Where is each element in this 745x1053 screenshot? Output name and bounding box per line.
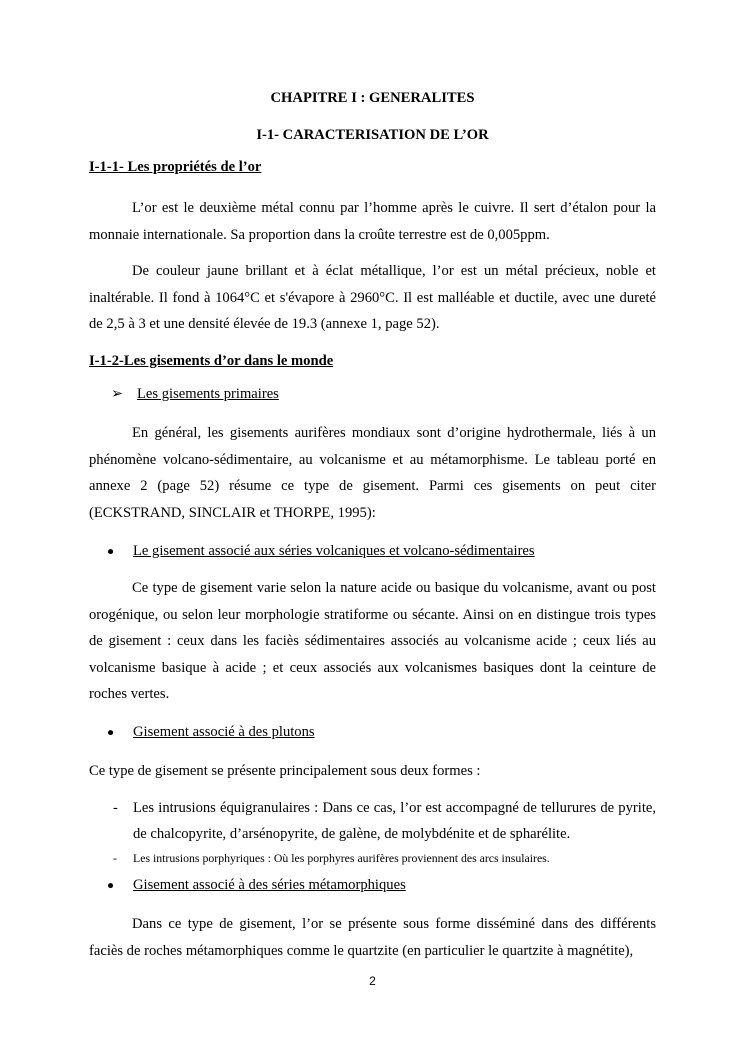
dash-item-porphyric-text: Les intrusions porphyriques : Où les porphyres aurifères proviennent des arcs insulaires. (133, 851, 550, 865)
bullet-item-metamorphic (107, 876, 406, 894)
bullet-icon: ● (107, 878, 115, 892)
bullet-icon: ● (107, 725, 115, 739)
paragraph-volcanic-deposits: Ce type de gisement varie selon la nature acide ou basique du volcanisme, avant ou post orogénique, ou selon leur morphologie stratiforme ou sécante. Ainsi on en distingue trois types de gisement : ceux dans les faciès sédimentaires associés au volcanisme acide ; ceux liés au volcanisme basique à acide ; et ceux associés aux volcanismes basiques dont la ceinture de roches vertes. (89, 580, 656, 702)
page-number: 2 (369, 974, 376, 988)
dash-item-equigranular (113, 795, 656, 847)
section-title: I-1- CARACTERISATION DE L’OR (256, 127, 489, 143)
paragraph-plutons-intro: Ce type de gisement se présente principalement sous deux formes : (89, 763, 481, 779)
bullet-item-plutons-label: Gisement associé à des plutons (133, 724, 315, 740)
bullet-icon: ● (107, 544, 115, 558)
arrow-bullet-icon: ➢ (111, 386, 124, 402)
paragraph-properties-1: L’or est le deuxième métal connu par l’homme après le cuivre. Il sert d’étalon pour la monnaie internationale. Sa proportion dans la croûte terrestre est de 0,005ppm. (89, 200, 656, 243)
bullet-item-volcanic-label: Le gisement associé aux séries volcaniques et volcano-sédimentaires (133, 543, 535, 559)
arrow-list-item-label: Les gisements primaires (137, 386, 279, 402)
dash-marker: - (113, 800, 118, 816)
dash-marker: - (113, 851, 117, 865)
paragraph-primary-deposits: En général, les gisements aurifères mondiaux sont d’origine hydrothermale, liés à un phénomène volcano-sédimentaire, au volcanisme et au métamorphisme. Le tableau porté en annexe 2 (page 52) résume ce type de gisement. Parmi ces gisements on peut citer (ECKSTRAND, SINCLAIR et THORPE, 1995): (89, 425, 656, 521)
subsection-heading-properties: I-1-1- Les propriétés de l’or (89, 159, 262, 175)
dash-item-equigranular-text: Les intrusions équigranulaires : Dans ce cas, l’or est accompagné de tellurures de pyrite, de chalcopyrite, d’arsénopyrite, de galène, de molybdénite et de spharélite. (133, 800, 656, 842)
paragraph-metamorphic-deposits: Dans ce type de gisement, l’or se présente sous forme disséminé dans des différents faciès de roches métamorphiques comme le quartzite (en particulier le quartzite à magnétite), (89, 916, 656, 959)
bullet-item-volcanic (107, 542, 535, 560)
paragraph-properties-2: De couleur jaune brillant et à éclat métallique, l’or est un métal précieux, noble et inaltérable. Il fond à 1064°C et s'évapore à 2960°C. Il est malléable et ductile, avec une dureté de 2,5 à 3 et une densité élevée de 19.3 (annexe 1, page 52). (89, 263, 656, 332)
subsection-heading-deposits: I-1-2-Les gisements d’or dans le monde (89, 353, 334, 369)
dash-item-porphyric (113, 847, 656, 869)
chapter-title: CHAPITRE I : GENERALITES (270, 90, 475, 106)
bullet-item-plutons (107, 723, 315, 741)
bullet-item-metamorphic-label: Gisement associé à des séries métamorphiques (133, 877, 406, 893)
arrow-list-item (111, 385, 279, 403)
